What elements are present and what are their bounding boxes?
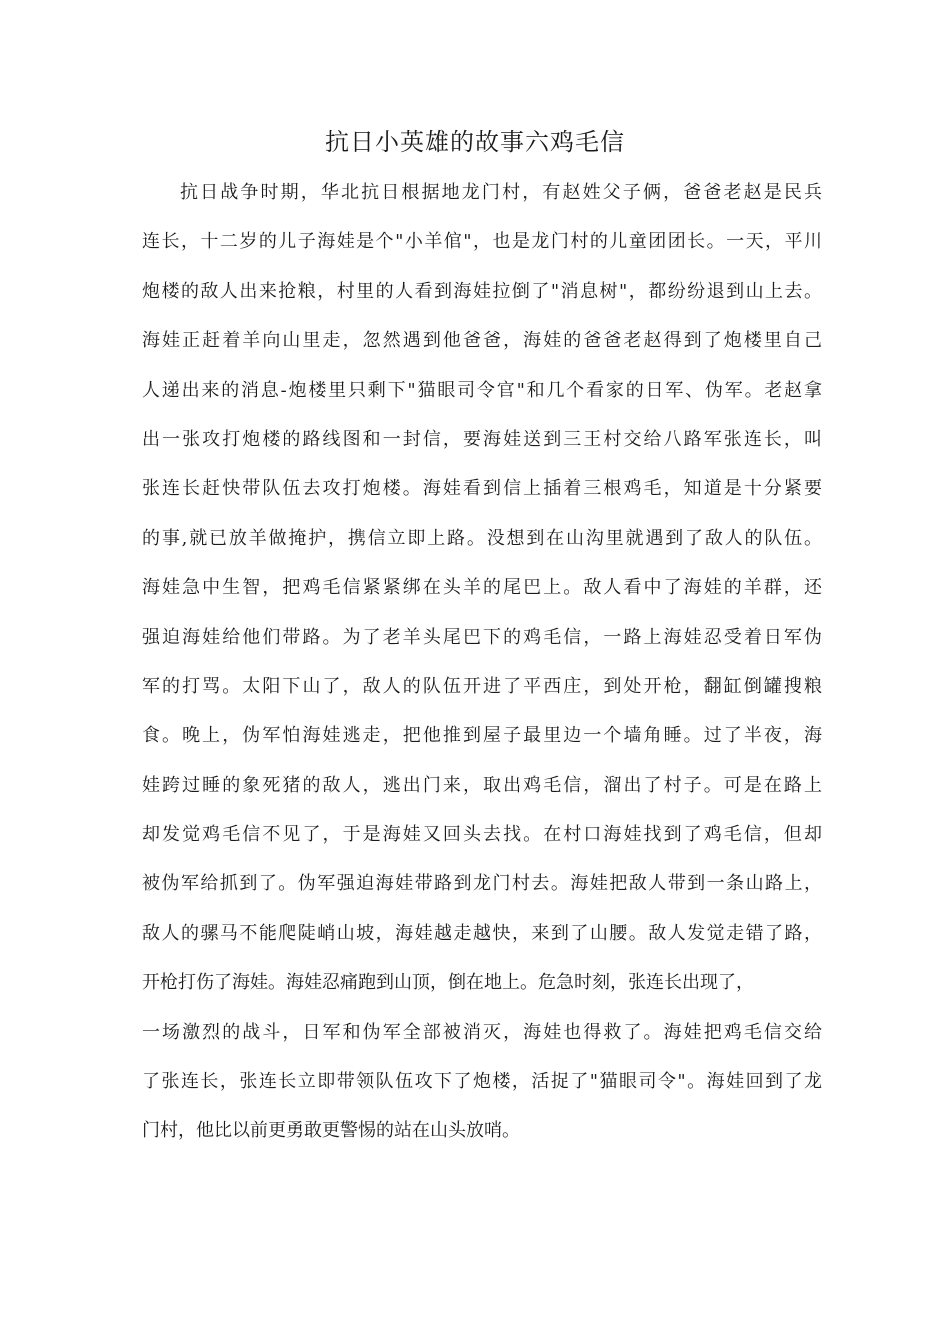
- paragraph-line: 开枪打伤了海娃。海娃忍痛跑到山顶，倒在地上。危急时刻，张连长出现了，: [142, 972, 754, 994]
- paragraph-line: 炮楼的敌人出来抢粮，村里的人看到海娃拉倒了"消息树"，都纷纷退到山上去。: [142, 280, 822, 302]
- paragraph-line: 食。晚上，伪军怕海娃逃走，把他推到屋子最里边一个墙角睡。过了半夜，海: [142, 725, 822, 747]
- paragraph-line: 娃跨过睡的象死猪的敌人，逃出门来，取出鸡毛信，溜出了村子。可是在路上: [142, 774, 822, 796]
- document-title: 抗日小英雄的故事六鸡毛信: [325, 128, 625, 156]
- paragraph-line: 了张连长，张连长立即带领队伍攻下了炮楼，活捉了"猫眼司令"。海娃回到了龙: [142, 1071, 822, 1093]
- paragraph-line: 海娃正赶着羊向山里走，忽然遇到他爸爸，海娃的爸爸老赵得到了炮楼里自己: [142, 330, 822, 352]
- paragraph-line: 门村，他比以前更勇敢更警惕的站在山头放哨。: [142, 1120, 520, 1142]
- paragraph-line: 却发觉鸡毛信不见了，于是海娃又回头去找。在村口海娃找到了鸡毛信，但却: [142, 824, 822, 846]
- story-paragraph: [142, 168, 822, 1156]
- paragraph-line: 军的打骂。太阳下山了，敌人的队伍开进了平西庄，到处开枪，翻缸倒罐搜粮: [142, 675, 822, 697]
- paragraph-line: 敌人的骡马不能爬陡峭山坡，海娃越走越快，来到了山腰。敌人发觉走错了路，: [142, 922, 822, 944]
- paragraph-line: 连长，十二岁的儿子海娃是个"小羊倌"，也是龙门村的儿童团团长。一天，平川: [142, 231, 822, 253]
- paragraph-line: 出一张攻打炮楼的路线图和一封信，要海娃送到三王村交给八路军张连长，叫: [142, 428, 822, 450]
- paragraph-line: 一场激烈的战斗，日军和伪军全部被消灭，海娃也得救了。海娃把鸡毛信交给: [142, 1021, 822, 1043]
- paragraph-line: 强迫海娃给他们带路。为了老羊头尾巴下的鸡毛信，一路上海娃忍受着日军伪: [142, 626, 822, 648]
- paragraph-line: 抗日战争时期，华北抗日根据地龙门村，有赵姓父子俩，爸爸老赵是民兵: [180, 182, 822, 203]
- paragraph-line: 人递出来的消息-炮楼里只剩下"猫眼司令官"和几个看家的日军、伪军。老赵拿: [142, 379, 822, 401]
- paragraph-line: 海娃急中生智，把鸡毛信紧紧绑在头羊的尾巴上。敌人看中了海娃的羊群，还: [142, 577, 822, 599]
- paragraph-line: 张连长赶快带队伍去攻打炮楼。海娃看到信上插着三根鸡毛，知道是十分紧要: [142, 478, 822, 500]
- paragraph-line: 被伪军给抓到了。伪军强迫海娃带路到龙门村去。海娃把敌人带到一条山路上，: [142, 873, 822, 895]
- paragraph-line: 的事,就已放羊做掩护，携信立即上路。没想到在山沟里就遇到了敌人的队伍。: [142, 527, 822, 549]
